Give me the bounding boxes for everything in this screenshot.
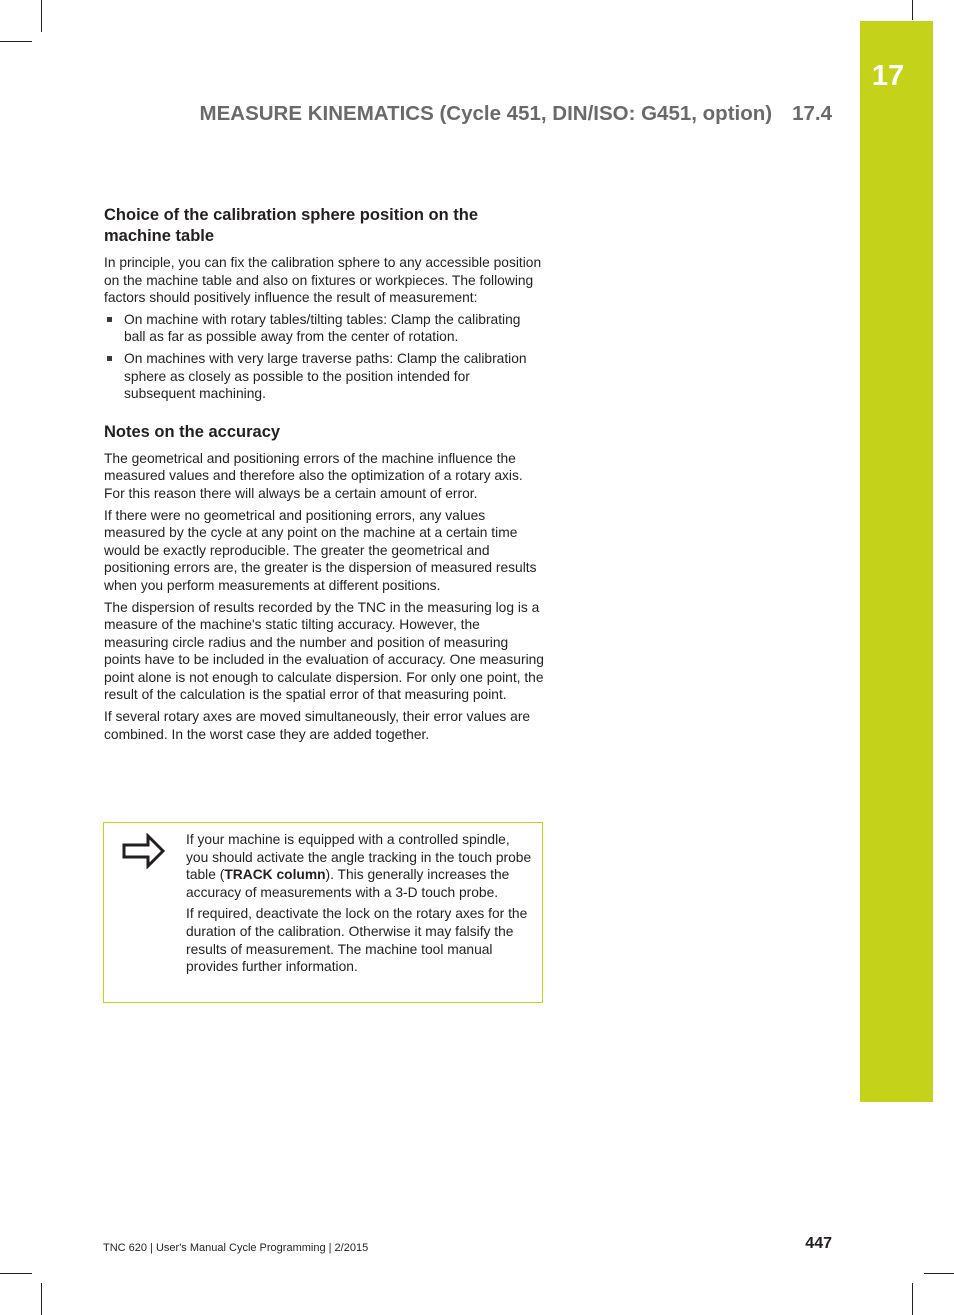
notice-text-part: If your machine is equipped with a controlled spindle, you should activate the angle tracking in the touch probe table ( [186, 832, 532, 883]
crop-mark [0, 1273, 32, 1274]
crop-mark [912, 0, 913, 20]
crop-mark [41, 0, 42, 32]
paragraph: The geometrical and positioning errors of the machine influence the measured values and therefore also the optimization of a rotary axis. For this reason there will always be a certain amount of error. [104, 450, 523, 501]
chapter-tab [860, 21, 933, 1102]
bullet-square-icon [107, 317, 112, 322]
notice-text-part: ). This generally increases the accuracy of measurements with a 3-D touch probe. [186, 867, 510, 900]
running-head [0, 102, 832, 126]
crop-mark [0, 41, 32, 42]
arrow-right-icon [122, 833, 166, 869]
notice-box [103, 822, 543, 1003]
running-head-section: 17.4 [792, 102, 832, 125]
main-content [104, 205, 544, 747]
paragraph: In principle, you can fix the calibration sphere to any accessible position on the machine table and also on fixtures or workpieces. The following factors should positively influence the result of measurement: [104, 255, 542, 306]
list-item [104, 350, 544, 403]
notice-text [186, 831, 534, 980]
bullet-square-icon [107, 356, 112, 361]
list-item-text: On machine with rotary tables/tilting tables: Clamp the calibrating ball as far as possible away from the center of rotation. [124, 311, 521, 345]
section-heading-calibration-position: Choice of the calibration sphere position on the machine table [104, 206, 479, 245]
list-item-text: On machines with very large traverse paths: Clamp the calibration sphere as closely as possible to the position intended for subsequent machining. [124, 350, 527, 402]
bullet-list [104, 311, 544, 403]
notice-bold-term: TRACK column [224, 867, 326, 883]
list-item [104, 311, 544, 346]
paragraph: If several rotary axes are moved simultaneously, their error values are combined. In the worst case they are added together. [104, 709, 531, 742]
notice-paragraph [186, 831, 534, 901]
crop-mark [912, 1283, 913, 1315]
section-heading-accuracy: Notes on the accuracy [104, 422, 281, 441]
crop-mark [924, 1273, 954, 1274]
footer-document-info: TNC 620 | User's Manual Cycle Programming | 2/2015 [103, 1242, 369, 1254]
notice-paragraph: If required, deactivate the lock on the rotary axes for the duration of the calibration. Otherwise it may falsify the results of measurement. The machine tool manual provides further information. [186, 906, 528, 975]
chapter-number: 17 [871, 60, 905, 92]
page-number: 447 [805, 1235, 832, 1252]
crop-mark [41, 1283, 42, 1315]
running-head-title: MEASURE KINEMATICS (Cycle 451, DIN/ISO: G451, option) [199, 102, 773, 125]
paragraph: The dispersion of results recorded by the TNC in the measuring log is a measure of the machine's static tilting accuracy. However, the measuring circle radius and the number and position of measuring points have to be included in the evaluation of accuracy. One measuring point alone is not enough to calculate dispersion. For only one point, the result of the calculation is the spatial error of that measuring point. [104, 599, 544, 703]
paragraph: If there were no geometrical and positioning errors, any values measured by the cycle at any point on the machine at a certain time would be exactly reproducible. The greater the geometrical and positioning errors are, the greater is the dispersion of measured results when you perform measurements at different positions. [104, 507, 537, 593]
